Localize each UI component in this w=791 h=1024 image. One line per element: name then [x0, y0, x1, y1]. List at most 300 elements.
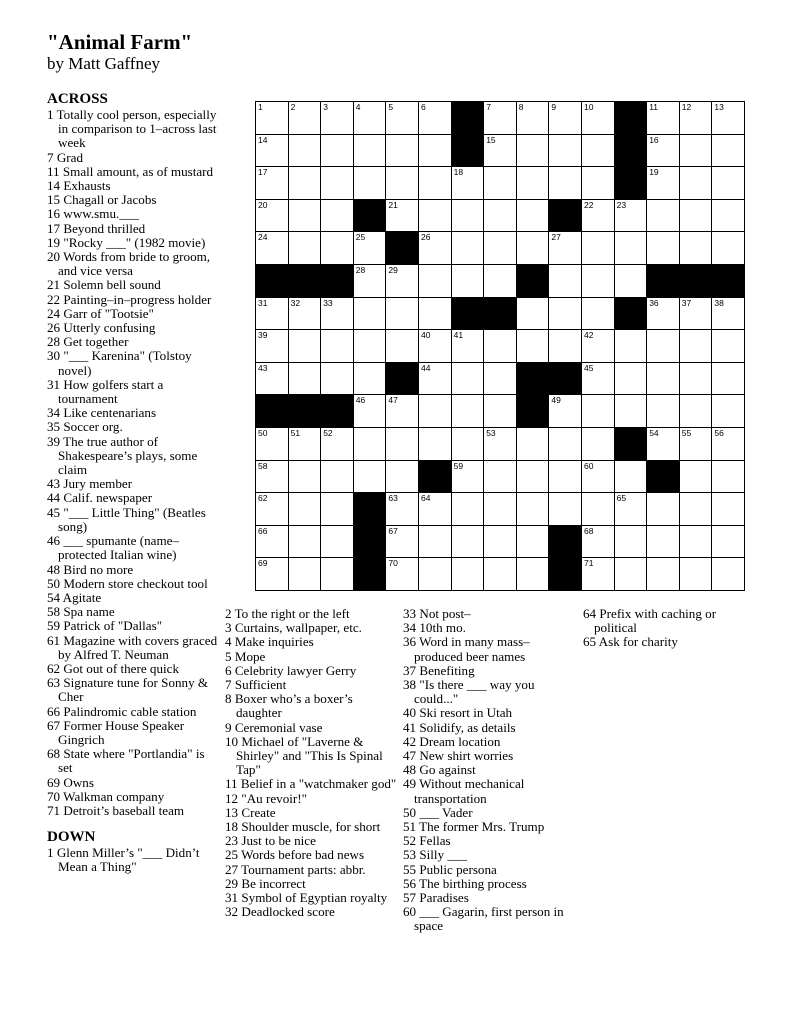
grid-cell[interactable] — [288, 231, 322, 265]
grid-cell[interactable] — [711, 525, 745, 559]
grid-cell[interactable] — [288, 525, 322, 559]
cell-number: 46 — [355, 395, 366, 406]
clue-item: 20 Words from bride to groom, and vice versa — [47, 249, 211, 279]
grid-cell[interactable] — [516, 297, 550, 331]
grid-cell[interactable] — [581, 427, 615, 461]
grid-cell[interactable] — [385, 427, 419, 461]
cell-number: 58 — [258, 460, 268, 471]
grid-cell[interactable] — [516, 231, 550, 265]
grid-cell[interactable] — [516, 329, 550, 363]
clue-item: 32 Deadlocked score — [225, 904, 335, 920]
cell-number: 17 — [258, 167, 268, 178]
grid-cell[interactable] — [548, 264, 582, 298]
grid-cell[interactable] — [385, 329, 419, 363]
grid-cell[interactable] — [451, 427, 485, 461]
grid-cell[interactable] — [418, 329, 452, 363]
grid-cell[interactable] — [711, 297, 745, 331]
grid-cell[interactable] — [614, 492, 648, 526]
grid-cell[interactable] — [679, 329, 713, 363]
puzzle-title: "Animal Farm" — [47, 30, 193, 54]
grid-cell[interactable] — [483, 134, 517, 168]
cell-number: 40 — [421, 330, 431, 341]
down-clue-list — [583, 607, 743, 650]
cell-number: 44 — [421, 362, 431, 373]
grid-cell[interactable] — [385, 492, 419, 526]
cell-number: 6 — [421, 102, 426, 112]
clue-item: 28 Get together — [47, 334, 129, 350]
clue-item: 16 www.smu.___ — [47, 206, 139, 222]
grid-cell[interactable] — [614, 329, 648, 363]
grid-cell[interactable] — [614, 199, 648, 233]
grid-cell[interactable] — [614, 525, 648, 559]
grid-cell[interactable] — [418, 492, 452, 526]
grid-cell[interactable] — [255, 134, 289, 168]
grid-cell[interactable] — [418, 231, 452, 265]
crossword-grid — [255, 101, 745, 591]
cell-number: 55 — [681, 428, 692, 438]
grid-cell[interactable] — [288, 297, 322, 331]
grid-cell[interactable] — [581, 329, 615, 363]
grid-cell[interactable] — [483, 362, 517, 396]
grid-cell[interactable] — [679, 525, 713, 559]
grid-cell[interactable] — [646, 134, 680, 168]
grid-cell[interactable] — [483, 329, 517, 363]
grid-cell[interactable] — [679, 460, 713, 494]
clue-item: 48 Bird no more — [47, 561, 134, 577]
cell-number: 10 — [584, 102, 594, 112]
grid-cell[interactable] — [451, 362, 485, 396]
grid-block — [646, 264, 680, 298]
cell-number: 1 — [258, 102, 263, 112]
grid-cell[interactable] — [418, 525, 452, 559]
grid-cell[interactable] — [255, 427, 289, 461]
clue-item: 39 The true author of Shakespeare’s plays, some claim — [47, 433, 198, 478]
cell-number: 24 — [258, 232, 268, 243]
cell-number: 56 — [714, 428, 724, 438]
clue-item: 21 Solemn bell sound — [47, 277, 161, 293]
grid-cell[interactable] — [483, 394, 517, 428]
grid-cell[interactable] — [548, 101, 582, 135]
cell-number: 50 — [258, 428, 268, 438]
clue-item: 33 Not post– — [403, 606, 471, 621]
grid-cell[interactable] — [711, 492, 745, 526]
clue-item: 53 Silly ___ — [403, 847, 468, 863]
cell-number: 39 — [258, 330, 268, 341]
grid-cell[interactable] — [255, 460, 289, 494]
cell-number: 18 — [453, 167, 464, 178]
grid-cell[interactable] — [581, 264, 615, 298]
grid-cell[interactable] — [516, 199, 550, 233]
puzzle-byline: by Matt Gaffney — [47, 54, 160, 73]
grid-cell[interactable] — [483, 492, 517, 526]
grid-cell[interactable] — [711, 427, 745, 461]
grid-block — [516, 362, 550, 396]
grid-cell[interactable] — [679, 362, 713, 396]
grid-cell[interactable] — [255, 557, 289, 591]
grid-cell[interactable] — [320, 492, 354, 526]
grid-cell[interactable] — [711, 362, 745, 396]
grid-cell[interactable] — [516, 134, 550, 168]
grid-block — [255, 264, 289, 298]
grid-cell[interactable] — [614, 394, 648, 428]
grid-cell[interactable] — [581, 492, 615, 526]
grid-cell[interactable] — [353, 231, 387, 265]
grid-cell[interactable] — [548, 297, 582, 331]
grid-cell[interactable] — [353, 362, 387, 396]
grid-cell[interactable] — [711, 231, 745, 265]
cell-number: 37 — [681, 297, 692, 308]
grid-cell[interactable] — [581, 557, 615, 591]
grid-cell[interactable] — [353, 394, 387, 428]
grid-cell[interactable] — [646, 199, 680, 233]
grid-block — [516, 394, 550, 428]
grid-cell[interactable] — [483, 525, 517, 559]
grid-cell[interactable] — [581, 362, 615, 396]
grid-cell[interactable] — [614, 362, 648, 396]
grid-cell[interactable] — [646, 166, 680, 200]
grid-cell[interactable] — [581, 101, 615, 135]
grid-cell[interactable] — [483, 199, 517, 233]
grid-cell[interactable] — [385, 557, 419, 591]
across-clues-column — [47, 90, 222, 875]
cell-number: 52 — [323, 428, 333, 438]
cell-number: 16 — [649, 134, 659, 145]
grid-cell[interactable] — [320, 427, 354, 461]
grid-cell[interactable] — [288, 492, 322, 526]
grid-cell[interactable] — [385, 460, 419, 494]
cell-number: 67 — [388, 525, 398, 536]
grid-cell[interactable] — [711, 199, 745, 233]
clue-item: 1 Totally cool person, especially in comparison to 1–across last week — [47, 107, 217, 151]
clue-item: 36 Word in many mass–produced beer names — [403, 634, 530, 664]
grid-cell[interactable] — [548, 427, 582, 461]
grid-cell[interactable] — [385, 297, 419, 331]
grid-cell[interactable] — [646, 101, 680, 135]
grid-block — [255, 394, 289, 428]
grid-cell[interactable] — [581, 134, 615, 168]
clue-item: 70 Walkman company — [47, 788, 165, 804]
grid-cell[interactable] — [646, 427, 680, 461]
cell-number: 13 — [714, 102, 724, 112]
grid-cell[interactable] — [353, 134, 387, 168]
grid-cell[interactable] — [451, 264, 485, 298]
cell-number: 36 — [649, 297, 659, 308]
cell-number: 62 — [258, 493, 268, 504]
clue-item: 61 Magazine with covers graced by Alfred T. Neuman — [47, 632, 218, 662]
grid-cell[interactable] — [679, 134, 713, 168]
clue-item: 37 Benefiting — [403, 662, 475, 678]
grid-cell[interactable] — [385, 199, 419, 233]
grid-block — [679, 264, 713, 298]
grid-block — [353, 525, 387, 559]
grid-cell[interactable] — [288, 101, 322, 135]
grid-block — [548, 557, 582, 591]
grid-cell[interactable] — [418, 297, 452, 331]
clue-item: 71 Detroit’s baseball team — [47, 802, 185, 818]
grid-cell[interactable] — [483, 101, 517, 135]
grid-cell[interactable] — [288, 329, 322, 363]
clue-item: 7 Grad — [47, 149, 83, 165]
down-clue-list — [225, 607, 397, 919]
grid-cell[interactable] — [679, 492, 713, 526]
grid-block — [451, 101, 485, 135]
grid-cell[interactable] — [353, 460, 387, 494]
grid-cell[interactable] — [255, 492, 289, 526]
grid-cell[interactable] — [451, 329, 485, 363]
clue-item: 8 Boxer who’s a boxer’s daughter — [225, 691, 353, 721]
grid-cell[interactable] — [646, 362, 680, 396]
clue-item: 13 Create — [225, 804, 276, 820]
clue-item: 43 Jury member — [47, 476, 133, 492]
grid-cell[interactable] — [385, 166, 419, 200]
clue-item: 18 Shoulder muscle, for short — [225, 819, 381, 835]
grid-block — [320, 394, 354, 428]
grid-cell[interactable] — [483, 231, 517, 265]
grid-cell[interactable] — [711, 166, 745, 200]
grid-block — [516, 264, 550, 298]
grid-cell[interactable] — [679, 166, 713, 200]
grid-cell[interactable] — [320, 231, 354, 265]
grid-cell[interactable] — [288, 427, 322, 461]
clue-item: 57 Paradises — [403, 890, 469, 906]
grid-cell[interactable] — [581, 199, 615, 233]
grid-cell[interactable] — [418, 557, 452, 591]
grid-cell[interactable] — [255, 525, 289, 559]
grid-cell[interactable] — [711, 557, 745, 591]
clue-item: 63 Signature tune for Sonny & Cher — [47, 675, 209, 705]
grid-cell[interactable] — [451, 394, 485, 428]
clue-item: 45 "___ Little Thing" (Beatles song) — [47, 504, 206, 534]
grid-cell[interactable] — [353, 329, 387, 363]
grid-cell[interactable] — [288, 362, 322, 396]
grid-cell[interactable] — [711, 394, 745, 428]
grid-cell[interactable] — [353, 264, 387, 298]
cell-number: 11 — [649, 102, 659, 112]
clue-item: 4 Make inquiries — [225, 634, 314, 650]
grid-cell[interactable] — [483, 166, 517, 200]
grid-cell[interactable] — [483, 557, 517, 591]
down-clues-column-2 — [225, 607, 397, 919]
grid-block — [614, 134, 648, 168]
grid-cell[interactable] — [483, 427, 517, 461]
grid-cell[interactable] — [288, 166, 322, 200]
cell-number: 25 — [355, 232, 366, 243]
grid-cell[interactable] — [418, 394, 452, 428]
grid-cell[interactable] — [614, 231, 648, 265]
grid-cell[interactable] — [385, 101, 419, 135]
grid-cell[interactable] — [548, 492, 582, 526]
clue-item: 2 To the right or the left — [225, 606, 350, 621]
clue-item: 50 ___ Vader — [403, 804, 473, 820]
grid-cell[interactable] — [516, 525, 550, 559]
grid-cell[interactable] — [581, 394, 615, 428]
grid-cell[interactable] — [516, 460, 550, 494]
grid-cell[interactable] — [255, 362, 289, 396]
grid-cell[interactable] — [516, 166, 550, 200]
grid-cell[interactable] — [581, 460, 615, 494]
clue-item: 59 Patrick of "Dallas" — [47, 618, 163, 634]
cell-number: 63 — [388, 493, 398, 504]
grid-cell[interactable] — [548, 231, 582, 265]
grid-cell[interactable] — [646, 297, 680, 331]
grid-block — [288, 394, 322, 428]
clue-item: 22 Painting–in–progress holder — [47, 291, 212, 307]
grid-cell[interactable] — [451, 525, 485, 559]
grid-cell[interactable] — [581, 525, 615, 559]
grid-cell[interactable] — [451, 460, 485, 494]
grid-cell[interactable] — [320, 134, 354, 168]
clue-item: 19 "Rocky ___" (1982 movie) — [47, 234, 206, 250]
cell-number: 2 — [290, 102, 296, 112]
grid-cell[interactable] — [581, 297, 615, 331]
grid-cell[interactable] — [646, 329, 680, 363]
grid-cell[interactable] — [320, 199, 354, 233]
grid-cell[interactable] — [581, 166, 615, 200]
cell-number: 5 — [388, 102, 394, 112]
grid-cell[interactable] — [548, 166, 582, 200]
grid-cell[interactable] — [288, 199, 322, 233]
grid-cell[interactable] — [548, 460, 582, 494]
grid-cell[interactable] — [353, 166, 387, 200]
grid-cell[interactable] — [353, 427, 387, 461]
cell-number: 22 — [584, 199, 594, 210]
down-clues-column-3 — [403, 607, 573, 934]
grid-cell[interactable] — [418, 427, 452, 461]
grid-cell[interactable] — [255, 329, 289, 363]
grid-cell[interactable] — [255, 297, 289, 331]
cell-number: 41 — [453, 330, 464, 341]
grid-block — [548, 362, 582, 396]
grid-cell[interactable] — [711, 134, 745, 168]
grid-cell[interactable] — [516, 492, 550, 526]
grid-cell[interactable] — [548, 329, 582, 363]
grid-cell[interactable] — [614, 557, 648, 591]
grid-cell[interactable] — [451, 557, 485, 591]
grid-cell[interactable] — [646, 394, 680, 428]
grid-cell[interactable] — [418, 199, 452, 233]
grid-cell[interactable] — [255, 199, 289, 233]
clue-item: 23 Just to be nice — [225, 833, 316, 849]
grid-cell[interactable] — [320, 166, 354, 200]
down-header: DOWN — [47, 829, 96, 846]
grid-cell[interactable] — [679, 297, 713, 331]
grid-cell[interactable] — [679, 199, 713, 233]
grid-cell[interactable] — [679, 231, 713, 265]
grid-cell[interactable] — [385, 264, 419, 298]
grid-cell[interactable] — [353, 101, 387, 135]
across-header: ACROSS — [47, 91, 108, 107]
cell-number: 43 — [258, 362, 268, 373]
grid-cell[interactable] — [255, 101, 289, 135]
grid-cell[interactable] — [451, 199, 485, 233]
grid-cell[interactable] — [288, 134, 322, 168]
grid-cell[interactable] — [516, 557, 550, 591]
cell-number: 21 — [388, 199, 398, 210]
grid-cell[interactable] — [711, 329, 745, 363]
grid-cell[interactable] — [451, 231, 485, 265]
grid-cell[interactable] — [516, 101, 550, 135]
grid-block — [548, 525, 582, 559]
grid-cell[interactable] — [646, 231, 680, 265]
grid-cell[interactable] — [255, 166, 289, 200]
down-clue-list — [47, 846, 222, 874]
grid-cell[interactable] — [385, 525, 419, 559]
grid-cell[interactable] — [418, 362, 452, 396]
grid-cell[interactable] — [548, 134, 582, 168]
grid-block — [353, 492, 387, 526]
grid-cell[interactable] — [288, 460, 322, 494]
grid-cell[interactable] — [581, 231, 615, 265]
grid-cell[interactable] — [679, 394, 713, 428]
clue-item: 1 Glenn Miller’s "___ Didn’t Mean a Thing" — [47, 845, 200, 875]
grid-cell[interactable] — [711, 460, 745, 494]
grid-cell[interactable] — [483, 264, 517, 298]
grid-block — [418, 460, 452, 494]
cell-number: 29 — [388, 265, 398, 275]
cell-number: 23 — [616, 199, 627, 210]
grid-cell[interactable] — [679, 557, 713, 591]
grid-cell[interactable] — [451, 166, 485, 200]
cell-number: 60 — [584, 460, 594, 471]
clue-item: 65 Ask for charity — [583, 634, 678, 650]
clue-item: 67 Former House Speaker Gingrich — [47, 717, 185, 747]
grid-cell[interactable] — [255, 231, 289, 265]
clue-item: 31 Symbol of Egyptian royalty — [225, 890, 388, 906]
grid-cell[interactable] — [418, 264, 452, 298]
grid-cell[interactable] — [353, 297, 387, 331]
grid-cell[interactable] — [646, 525, 680, 559]
grid-cell[interactable] — [483, 460, 517, 494]
cell-number: 71 — [584, 558, 594, 569]
grid-block — [548, 199, 582, 233]
grid-cell[interactable] — [320, 362, 354, 396]
clue-item: 66 Palindromic cable station — [47, 703, 197, 719]
grid-cell[interactable] — [418, 166, 452, 200]
clue-item: 38 "Is there ___ way you could..." — [403, 677, 535, 707]
cell-number: 54 — [649, 428, 659, 438]
grid-cell[interactable] — [614, 460, 648, 494]
grid-cell[interactable] — [320, 525, 354, 559]
grid-cell[interactable] — [418, 134, 452, 168]
grid-cell[interactable] — [320, 329, 354, 363]
grid-cell[interactable] — [614, 264, 648, 298]
grid-cell[interactable] — [320, 460, 354, 494]
cell-number: 68 — [584, 525, 594, 536]
grid-cell[interactable] — [548, 394, 582, 428]
cell-number: 59 — [453, 460, 464, 471]
grid-cell[interactable] — [320, 297, 354, 331]
grid-cell[interactable] — [288, 557, 322, 591]
grid-cell[interactable] — [451, 492, 485, 526]
grid-cell[interactable] — [385, 134, 419, 168]
grid-cell[interactable] — [646, 492, 680, 526]
grid-cell[interactable] — [679, 101, 713, 135]
grid-cell[interactable] — [646, 557, 680, 591]
clue-item: 31 How golfers start a tournament — [47, 376, 164, 407]
grid-cell[interactable] — [320, 557, 354, 591]
grid-cell[interactable] — [516, 427, 550, 461]
clue-item: 60 ___ Gagarin, first person in space — [403, 904, 564, 934]
grid-block — [385, 231, 419, 265]
grid-cell[interactable] — [679, 427, 713, 461]
grid-cell[interactable] — [418, 101, 452, 135]
grid-cell[interactable] — [385, 394, 419, 428]
clue-item: 34 Like centenarians — [47, 405, 157, 421]
grid-cell[interactable] — [711, 101, 745, 135]
across-clue-list — [47, 108, 222, 818]
grid-cell[interactable] — [320, 101, 354, 135]
cell-number: 28 — [355, 265, 366, 275]
